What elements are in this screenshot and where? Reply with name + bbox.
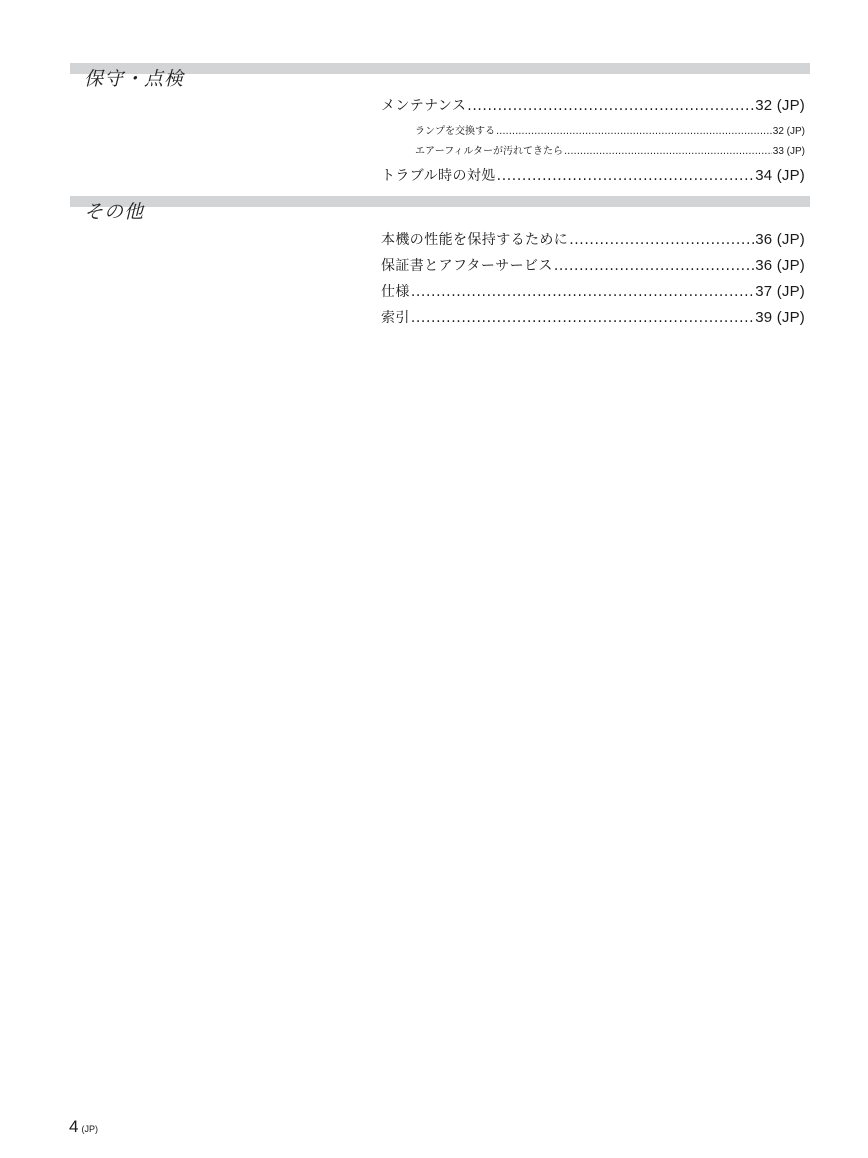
toc-entry-label: 仕様 [381, 284, 410, 300]
toc-entry-label: 索引 [381, 310, 410, 326]
toc-entry[interactable] [381, 255, 805, 275]
toc-entry-label: 本機の性能を保持するために [381, 232, 569, 248]
dot-leader [497, 168, 755, 184]
dot-leader [569, 232, 754, 248]
section-bar [70, 196, 810, 207]
toc-entry-label: トラブル時の対処 [381, 168, 496, 184]
toc-subentry[interactable] [415, 122, 805, 137]
toc-entry-page: 32 (JP) [772, 126, 805, 137]
toc-entry-label: エアーフィルターが汚れてきたら [415, 146, 563, 157]
toc-entry-page: 36 (JP) [755, 257, 805, 274]
section-title: その他 [84, 201, 145, 223]
dot-leader [554, 258, 754, 274]
toc-entry-page: 37 (JP) [755, 283, 805, 300]
section-title: 保守・点検 [84, 68, 185, 90]
toc-entry-page: 36 (JP) [755, 231, 805, 248]
toc-entry[interactable] [381, 229, 805, 249]
toc-entry-page: 32 (JP) [755, 97, 805, 114]
page-footer [69, 1117, 98, 1137]
toc-entry-label: メンテナンス [381, 98, 467, 114]
dot-leader [564, 146, 772, 157]
toc-entry[interactable] [381, 281, 805, 301]
page-number-suffix: (JP) [81, 1124, 98, 1134]
dot-leader [411, 284, 754, 300]
toc-entry[interactable] [381, 307, 805, 327]
toc-entry[interactable] [381, 165, 805, 185]
toc-entry-label: 保証書とアフターサービス [381, 258, 553, 274]
toc-entry-label: ランプを交換する [415, 126, 495, 137]
toc-subentry[interactable] [415, 142, 805, 157]
dot-leader [467, 98, 754, 114]
page-number: 4 [69, 1117, 79, 1136]
dot-leader [411, 310, 754, 326]
toc-entry-page: 33 (JP) [772, 146, 805, 157]
toc-entry[interactable] [381, 95, 805, 115]
toc-entry-page: 39 (JP) [755, 309, 805, 326]
toc-entry-page: 34 (JP) [755, 167, 805, 184]
dot-leader [496, 126, 772, 137]
